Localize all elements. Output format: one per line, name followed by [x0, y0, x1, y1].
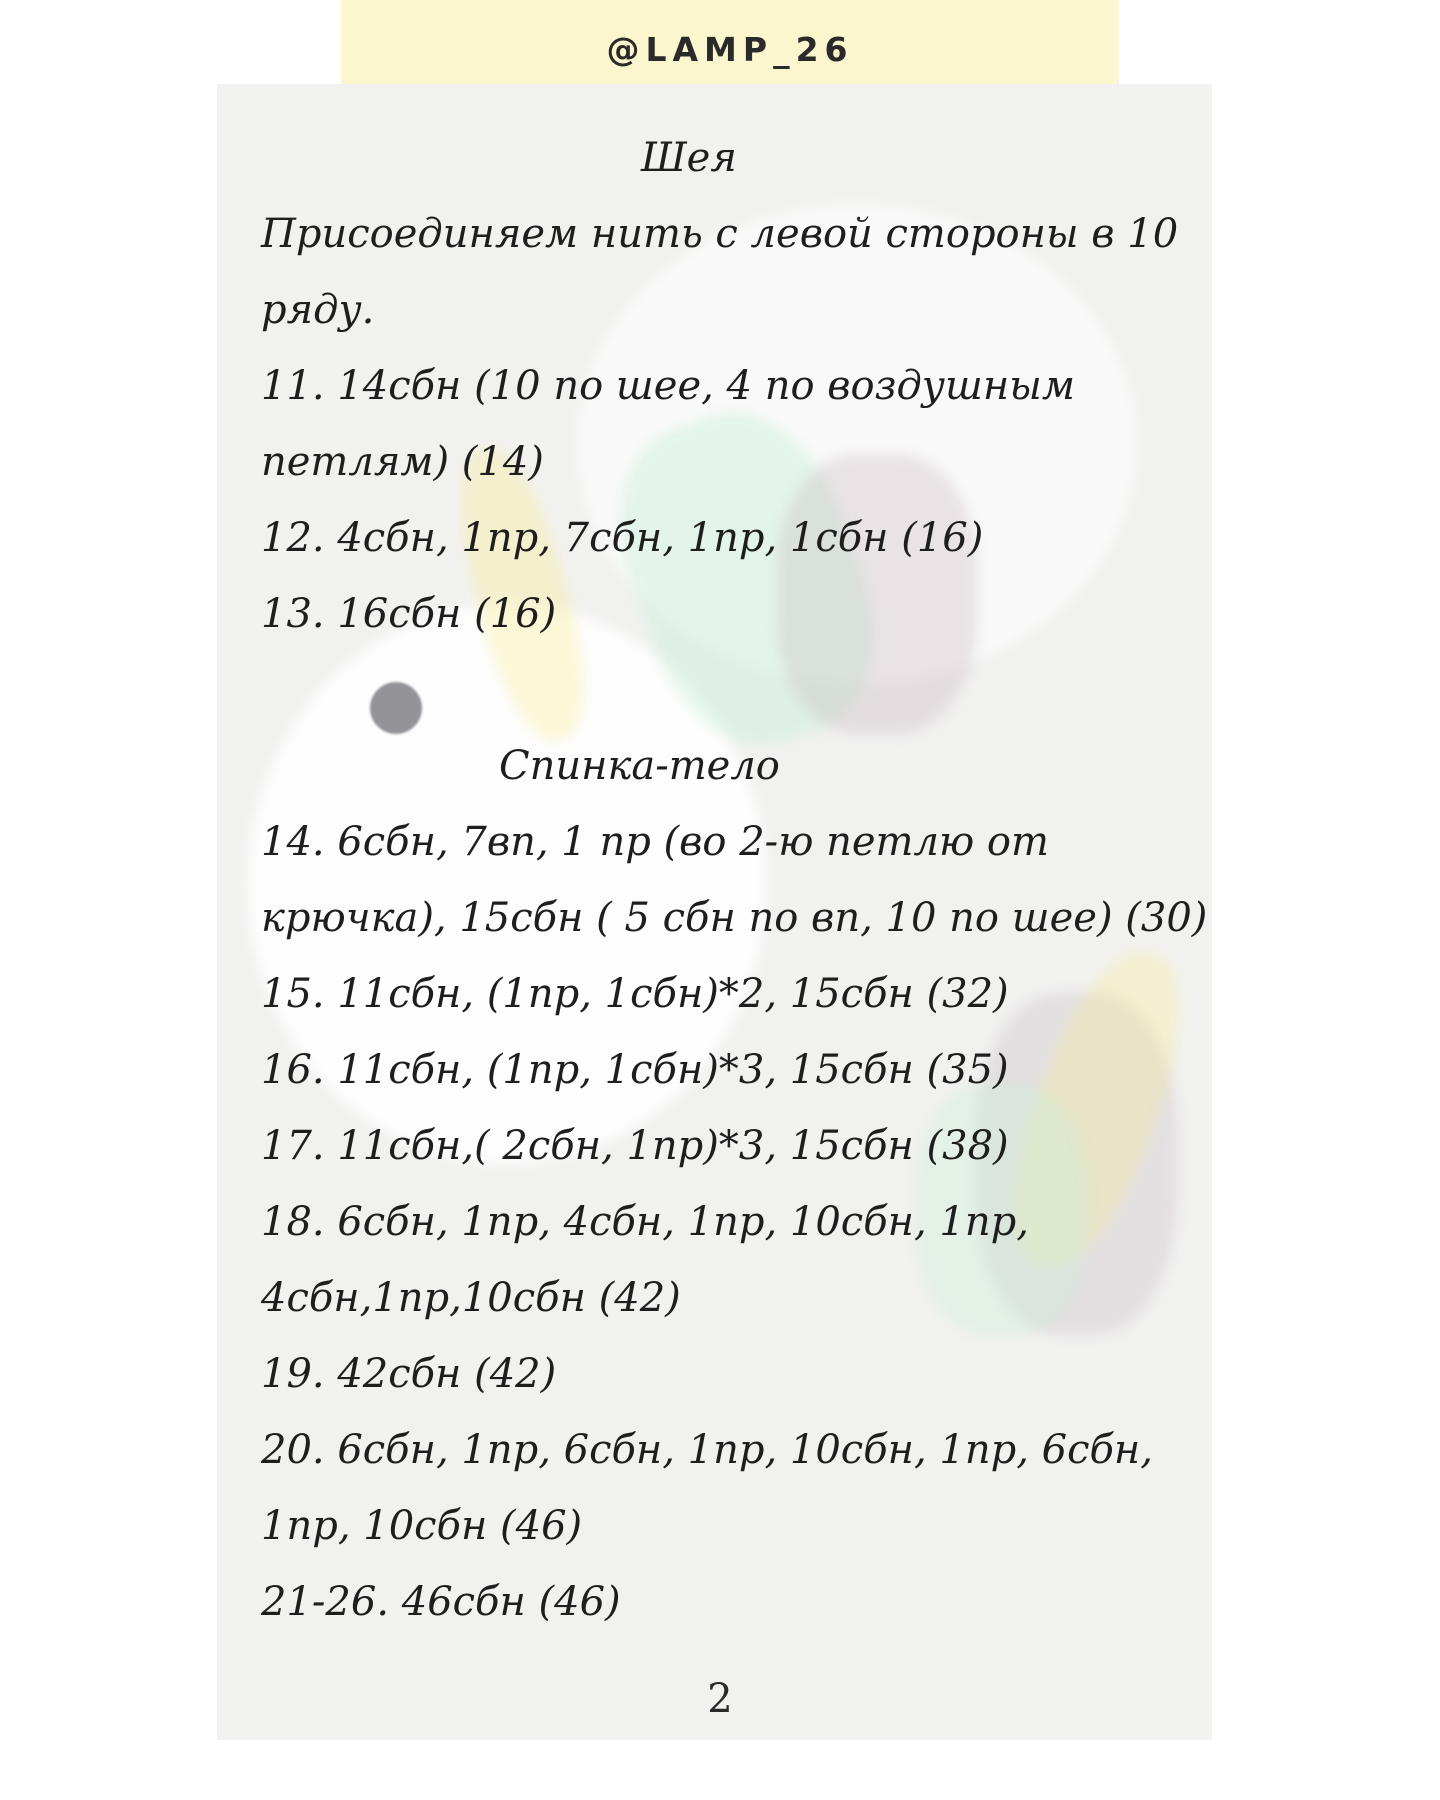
pattern-line: 1пр, 10сбн (46): [261, 1503, 583, 1549]
pattern-row: 18. 6сбн, 1пр, 4сбн, 1пр, 10сбн, 1пр,: [261, 1199, 1029, 1245]
pattern-row: 20. 6сбн, 1пр, 6сбн, 1пр, 10сбн, 1пр, 6сбн,: [261, 1427, 1153, 1473]
pattern-row: 11. 14сбн (10 по шее, 4 по воздушным: [261, 363, 1075, 409]
author-handle: @LAMP_26: [606, 29, 854, 69]
pattern-row: 21-26. 46сбн (46): [261, 1579, 621, 1625]
pattern-text: [261, 120, 1211, 1640]
pattern-line: Присоединяем нить с левой стороны в 10: [261, 211, 1179, 257]
section-title-body: Спинка-тело: [499, 743, 780, 789]
pattern-row: 16. 11сбн, (1пр, 1сбн)*3, 15сбн (35): [261, 1047, 1009, 1093]
pattern-row: 15. 11сбн, (1пр, 1сбн)*2, 15сбн (32): [261, 971, 1009, 1017]
pattern-row: 17. 11сбн,( 2сбн, 1пр)*3, 15сбн (38): [261, 1123, 1009, 1169]
section-title-neck: Шея: [641, 135, 737, 181]
pattern-row: 13. 16сбн (16): [261, 591, 557, 637]
pattern-line: крючка), 15сбн ( 5 сбн по вп, 10 по шее) (30): [261, 895, 1208, 941]
page-number: 2: [707, 1676, 733, 1722]
pattern-row: 12. 4сбн, 1пр, 7сбн, 1пр, 1сбн (16): [261, 515, 984, 561]
pattern-row: 19. 42сбн (42): [261, 1351, 557, 1397]
pattern-line: петлям) (14): [261, 439, 544, 485]
pattern-line: ряду.: [261, 287, 375, 333]
pattern-row: 14. 6сбн, 7вп, 1 пр (во 2-ю петлю от: [261, 819, 1049, 865]
pattern-line: 4сбн,1пр,10сбн (42): [261, 1275, 681, 1321]
